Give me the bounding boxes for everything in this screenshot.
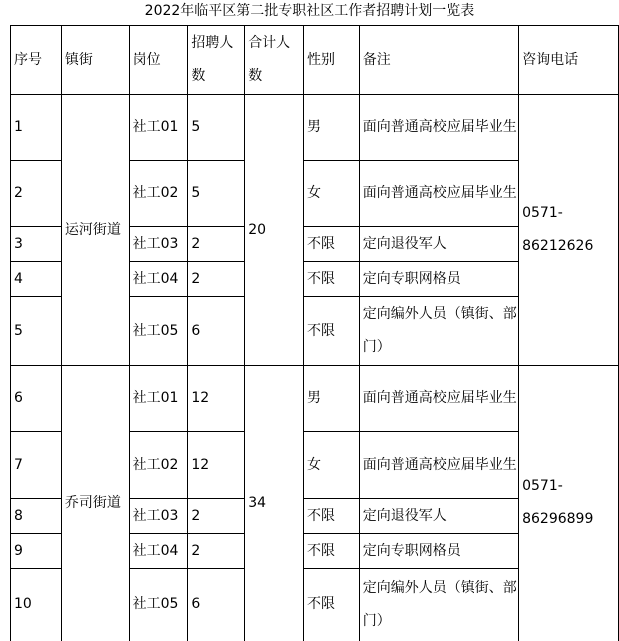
cell-count: 12 [188, 432, 245, 499]
cell-gender: 不限 [303, 262, 359, 297]
cell-note: 定向专职网格员 [359, 534, 518, 569]
cell-count: 5 [188, 161, 245, 227]
header-index: 序号 [11, 26, 62, 95]
cell-count: 12 [188, 366, 245, 432]
cell-count: 2 [188, 227, 245, 262]
document-title: 2022年临平区第二批专职社区工作者招聘计划一览表 [144, 3, 475, 19]
cell-note: 面向普通高校应届毕业生 [359, 161, 518, 227]
cell-index: 3 [11, 227, 62, 262]
cell-street: 运河街道 [61, 95, 129, 366]
cell-index: 10 [11, 569, 62, 641]
cell-count: 6 [188, 569, 245, 641]
cell-street: 乔司街道 [61, 366, 129, 641]
cell-position: 社工02 [129, 432, 188, 499]
table-row [11, 366, 619, 432]
cell-phone: 0571-86212626 [519, 95, 619, 366]
cell-position: 社工05 [129, 297, 188, 366]
cell-index: 5 [11, 297, 62, 366]
cell-total: 34 [245, 366, 304, 641]
cell-index: 7 [11, 432, 62, 499]
header-position: 岗位 [129, 26, 188, 95]
cell-gender: 男 [303, 366, 359, 432]
header-phone: 咨询电话 [519, 26, 619, 95]
cell-note: 面向普通高校应届毕业生 [359, 95, 518, 161]
cell-position: 社工02 [129, 161, 188, 227]
cell-index: 6 [11, 366, 62, 432]
cell-count: 5 [188, 95, 245, 161]
cell-note: 定向专职网格员 [359, 262, 518, 297]
cell-gender: 男 [303, 95, 359, 161]
cell-position: 社工01 [129, 95, 188, 161]
cell-gender: 不限 [303, 569, 359, 641]
cell-note: 面向普通高校应届毕业生 [359, 366, 518, 432]
cell-phone: 0571-86296899 [519, 366, 619, 641]
cell-position: 社工04 [129, 262, 188, 297]
cell-count: 2 [188, 499, 245, 534]
cell-position: 社工05 [129, 569, 188, 641]
cell-position: 社工03 [129, 499, 188, 534]
cell-gender: 不限 [303, 499, 359, 534]
cell-index: 9 [11, 534, 62, 569]
cell-note: 定向编外人员（镇街、部门） [359, 297, 518, 366]
cell-note: 定向退役军人 [359, 227, 518, 262]
cell-total: 20 [245, 95, 304, 366]
header-gender: 性别 [303, 26, 359, 95]
cell-index: 2 [11, 161, 62, 227]
cell-count: 2 [188, 534, 245, 569]
header-street: 镇街 [61, 26, 129, 95]
recruitment-plan-table [10, 25, 619, 641]
cell-note: 定向退役军人 [359, 499, 518, 534]
cell-index: 4 [11, 262, 62, 297]
cell-count: 6 [188, 297, 245, 366]
cell-note: 定向编外人员（镇街、部门） [359, 569, 518, 641]
header-total: 合计人数 [245, 26, 304, 95]
header-count: 招聘人数 [188, 26, 245, 95]
cell-position: 社工04 [129, 534, 188, 569]
table-row [11, 95, 619, 161]
table-header-row [11, 26, 619, 95]
cell-note: 面向普通高校应届毕业生 [359, 432, 518, 499]
cell-gender: 不限 [303, 534, 359, 569]
cell-position: 社工01 [129, 366, 188, 432]
cell-index: 8 [11, 499, 62, 534]
cell-gender: 不限 [303, 227, 359, 262]
cell-gender: 不限 [303, 297, 359, 366]
cell-index: 1 [11, 95, 62, 161]
header-note: 备注 [359, 26, 518, 95]
cell-gender: 女 [303, 432, 359, 499]
cell-count: 2 [188, 262, 245, 297]
cell-gender: 女 [303, 161, 359, 227]
cell-position: 社工03 [129, 227, 188, 262]
